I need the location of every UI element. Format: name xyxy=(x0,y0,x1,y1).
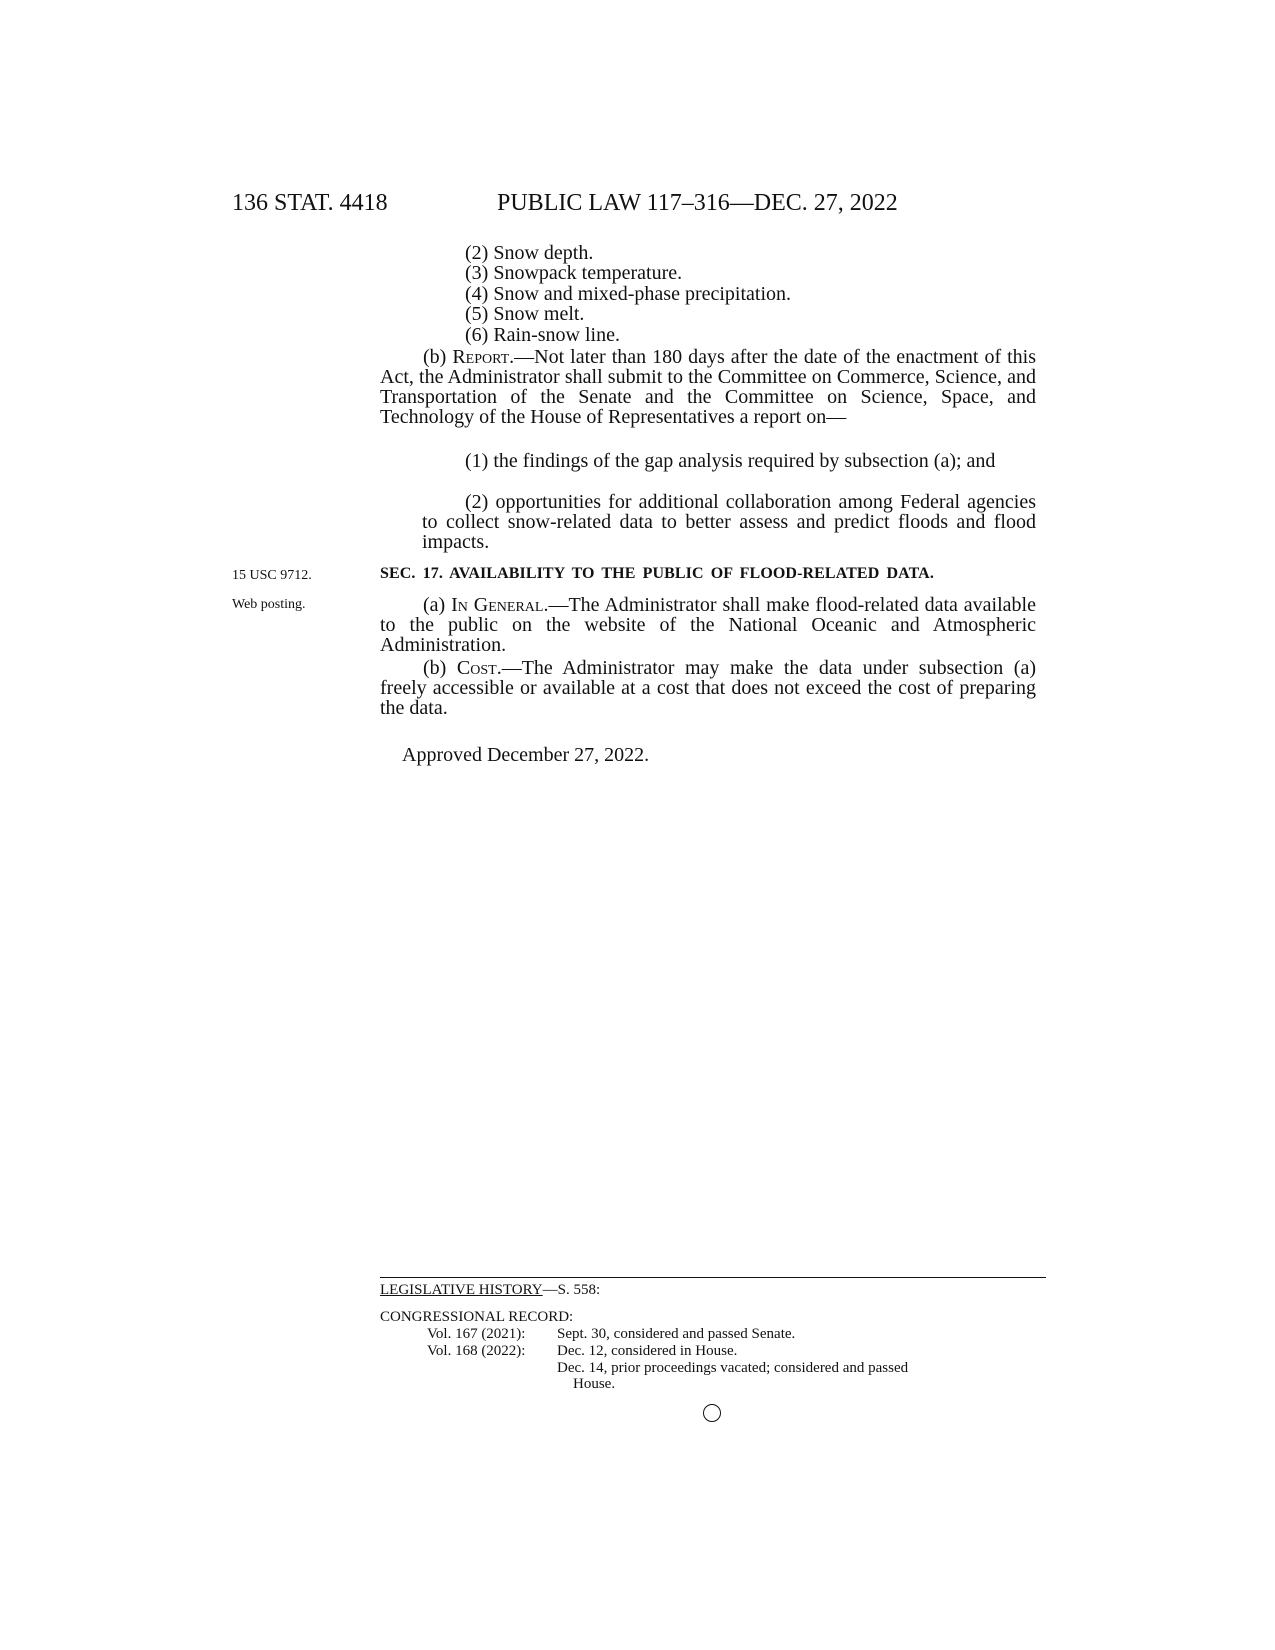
volume-entry: Dec. 14, prior proceedings vacated; considered and passed xyxy=(557,1360,909,1376)
subsection-b-paragraph xyxy=(380,658,1036,718)
bill-number: —S. 558: xyxy=(542,1282,601,1298)
list-item: (3) Snowpack temperature. xyxy=(465,262,683,284)
congressional-record-label: CONGRESSIONAL RECORD: xyxy=(380,1309,574,1325)
legislative-history-title xyxy=(380,1282,600,1298)
volume-entry: House. xyxy=(573,1376,616,1392)
subsection-a-heading: In General xyxy=(451,594,544,616)
subsection-a-text: .—The Administrator shall make flood-related data available to the public on the website of the National Oceanic and Atmospheric Administration. xyxy=(380,594,1036,656)
subsection-b-text: .—The Administrator may make the data under subsection (a) freely accessible or available at a cost that does not exceed the cost of preparing the data. xyxy=(380,657,1036,719)
report-item: (2) opportunities for additional collaboration among Federal agencies to collect snow-related data to better assess and predict floods and flood impacts. xyxy=(422,491,1036,553)
section-heading: SEC. 17. AVAILABILITY TO THE PUBLIC OF FLOOD-RELATED DATA. xyxy=(380,565,934,582)
volume-label: Vol. 167 (2021): xyxy=(427,1326,526,1342)
legislative-history-label: LEGISLATIVE HISTORY xyxy=(380,1282,543,1298)
report-heading: Report xyxy=(452,346,510,368)
footnote-rule xyxy=(380,1277,1046,1278)
web-posting-note: Web posting. xyxy=(232,597,306,612)
volume-entry: Sept. 30, considered and passed Senate. xyxy=(557,1326,796,1342)
approval-date: Approved December 27, 2022. xyxy=(402,744,650,766)
subsection-a-label: (a) xyxy=(423,594,452,616)
subsection-b-label: (b) xyxy=(423,657,457,679)
page-title: PUBLIC LAW 117–316—DEC. 27, 2022 xyxy=(497,190,898,216)
list-item: (5) Snow melt. xyxy=(465,303,585,325)
list-item: (2) Snow depth. xyxy=(465,242,594,264)
report-item: (1) the findings of the gap analysis required by subsection (a); and xyxy=(465,450,996,472)
end-mark-circle xyxy=(703,1404,721,1422)
list-item: (6) Rain-snow line. xyxy=(465,324,620,346)
list-item: (4) Snow and mixed-phase precipitation. xyxy=(465,283,792,305)
subsection-b-heading: Cost xyxy=(456,657,497,679)
report-text: .—Not later than 180 days after the date of the enactment of this Act, the Administrator shall submit to the Committee on Commerce, Science, and Transportation of the Senate and the Committee on Science, Space, and Technology of the House of Representatives a report on— xyxy=(380,346,1036,428)
page-reference: 136 STAT. 4418 xyxy=(232,190,388,216)
subsection-a-paragraph xyxy=(380,595,1036,655)
volume-entry: Dec. 12, considered in House. xyxy=(557,1343,738,1359)
volume-label: Vol. 168 (2022): xyxy=(427,1343,526,1359)
report-label: (b) xyxy=(423,346,453,368)
usc-citation-note: 15 USC 9712. xyxy=(232,568,312,583)
report-paragraph xyxy=(380,347,1036,427)
